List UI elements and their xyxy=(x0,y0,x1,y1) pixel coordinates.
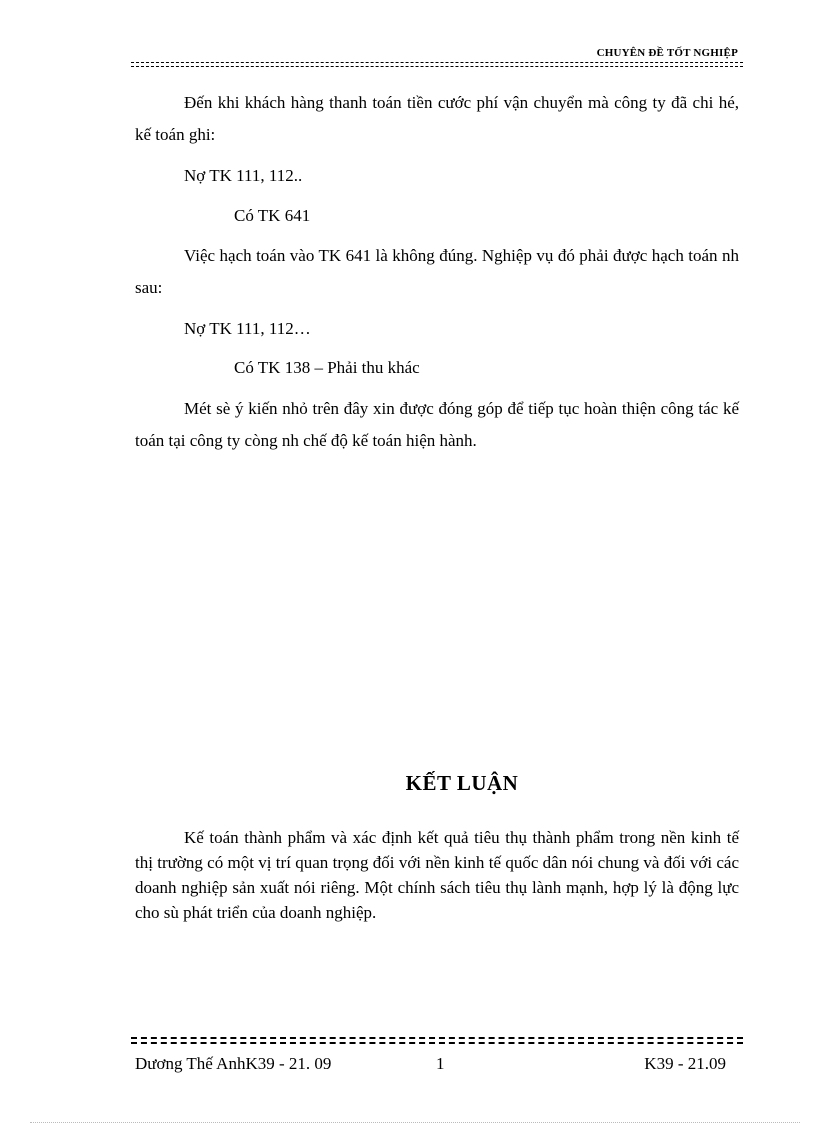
paragraph-closing-remarks: Mét sè ý kiến nhỏ trên đây xin được đóng góp để tiếp tục hoàn thiện công tác kế toán tại công ty còng nh chế độ kế toán hiện hành. xyxy=(135,399,739,450)
paragraph-payment-received: Đến khi khách hàng thanh toán tiền cước phí vận chuyển mà công ty đã chi hé, kế toán ghi: xyxy=(135,93,739,144)
journal-entry-debit-2: Nợ TK 111, 112… xyxy=(184,319,311,338)
header-divider xyxy=(131,62,743,63)
paragraph-incorrect-accounting: Việc hạch toán vào TK 641 là không đúng. Nghiệp vụ đó phải được hạch toán nh sau: xyxy=(135,246,739,297)
journal-entry-debit-1: Nợ TK 111, 112.. xyxy=(184,166,303,185)
footer-divider xyxy=(131,1037,743,1039)
footer-author: Dương Thế AnhK39 - 21. 09 xyxy=(135,1054,332,1073)
footer-divider-secondary xyxy=(131,1042,743,1044)
conclusion-heading: KẾT LUẬN xyxy=(405,771,519,795)
footer-class-code: K39 - 21.09 xyxy=(644,1054,726,1073)
header-divider-secondary xyxy=(131,66,743,67)
header-title: CHUYÊN ĐỀ TỐT NGHIỆP xyxy=(596,47,738,59)
footer-page-number: 1 xyxy=(436,1054,445,1073)
journal-entry-credit-1: Có TK 641 xyxy=(234,206,311,225)
conclusion-paragraph: Kế toán thành phẩm và xác định kết quả tiêu thụ thành phẩm trong nền kinh tế thị trường có một vị trí quan trọng đối với nền kinh tế quốc dân nói chung và đối với các doanh nghiệp sản xuất nói riêng. Một chính sách tiêu thụ lành mạnh, hợp lý là động lực cho sù phát triển của doanh nghiệp. xyxy=(135,828,739,922)
journal-entry-credit-2: Có TK 138 – Phải thu khác xyxy=(234,358,420,377)
